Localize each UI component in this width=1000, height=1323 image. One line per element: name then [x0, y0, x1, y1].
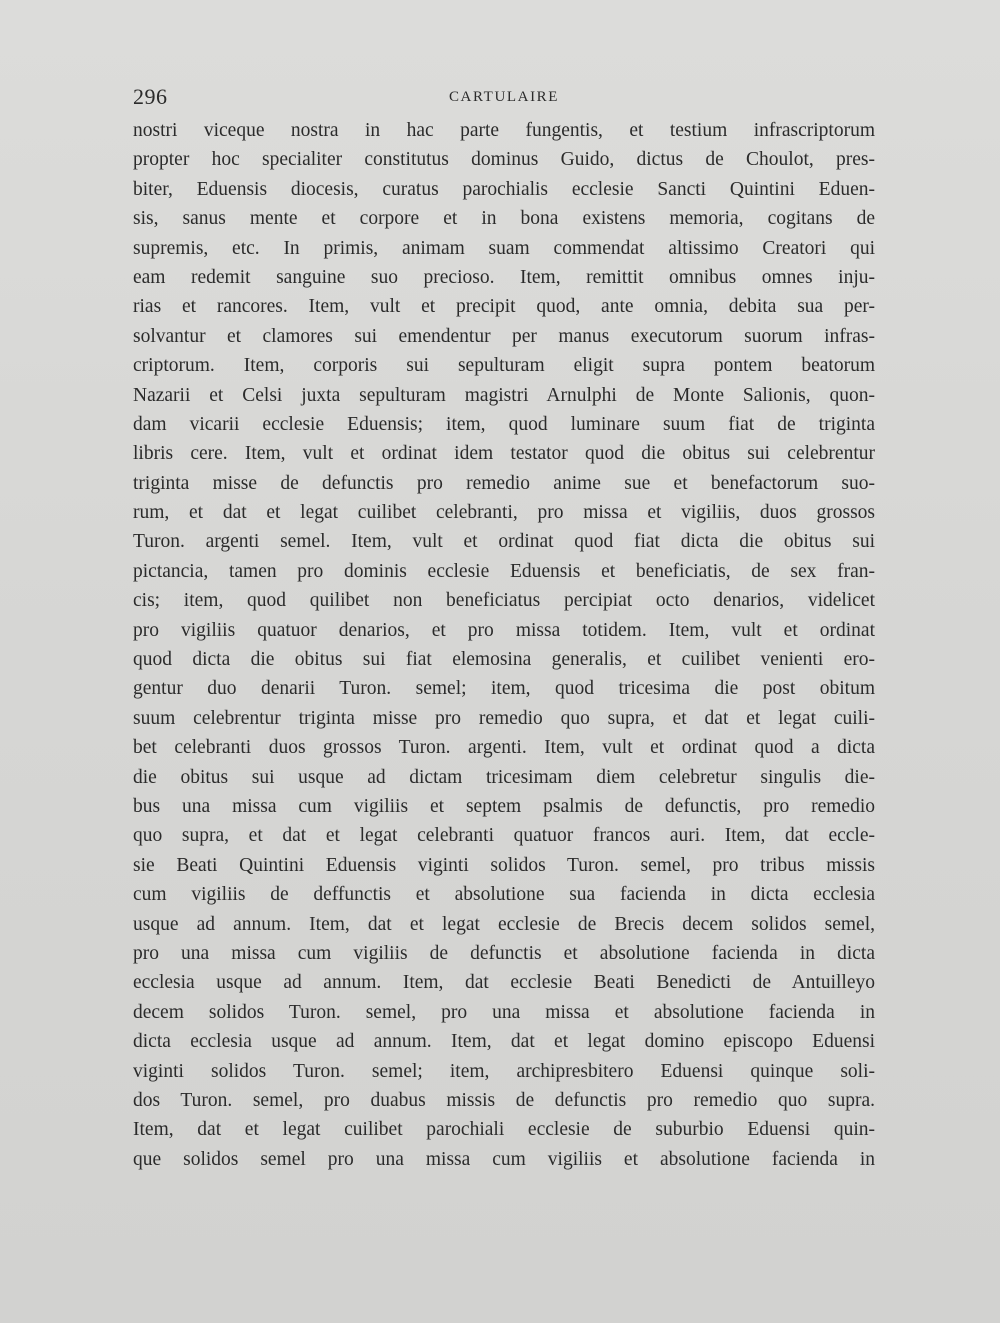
text-line: sie Beati Quintini Eduensis viginti solidos Turon. semel, pro tribus missis [133, 854, 875, 876]
page-number: 296 [133, 84, 168, 109]
text-line: quod dicta die obitus sui fiat elemosina generalis, et cuilibet venienti ero- [133, 649, 875, 671]
body-text [133, 116, 875, 1174]
text-line: decem solidos Turon. semel, pro una missa et absolutione facienda in [133, 1001, 875, 1023]
text-line: pro vigiliis quatuor denarios, et pro missa totidem. Item, vult et ordinat [133, 619, 875, 641]
text-line: supremis, etc. In primis, animam suam commendat altissimo Creatori qui [133, 237, 875, 259]
text-line: pro una missa cum vigiliis de defunctis et absolutione facienda in dicta [133, 942, 875, 964]
text-line: eam redemit sanguine suo precioso. Item, remittit omnibus omnes inju- [133, 266, 875, 288]
text-line: gentur duo denarii Turon. semel; item, quod tricesima die post obitum [133, 678, 875, 700]
text-line: propter hoc specialiter constitutus dominus Guido, dictus de Choulot, pres- [133, 149, 875, 171]
text-line: rias et rancores. Item, vult et precipit quod, ante omnia, debita sua per- [133, 296, 875, 318]
text-line: bet celebranti duos grossos Turon. argenti. Item, vult et ordinat quod a dicta [133, 737, 875, 759]
text-line: cis; item, quod quilibet non beneficiatus percipiat octo denarios, videlicet [133, 590, 875, 612]
text-line: triginta misse de defunctis pro remedio anime sue et benefactorum suo- [133, 472, 875, 494]
text-line: suum celebrentur triginta misse pro remedio quo supra, et dat et legat cuili- [133, 707, 875, 729]
text-line: ecclesia usque ad annum. Item, dat ecclesie Beati Benedicti de Antuilleyo [133, 972, 875, 994]
text-line: pictancia, tamen pro dominis ecclesie Eduensis et beneficiatis, de sex fran- [133, 560, 875, 582]
text-line: viginti solidos Turon. semel; item, archipresbitero Eduensi quinque soli- [133, 1060, 875, 1082]
text-line: dicta ecclesia usque ad annum. Item, dat et legat domino episcopo Eduensi [133, 1031, 875, 1053]
text-line: sis, sanus mente et corpore et in bona existens memoria, cogitans de [133, 208, 875, 230]
text-line: bus una missa cum vigiliis et septem psalmis de defunctis, pro remedio [133, 795, 875, 817]
text-line: Item, dat et legat cuilibet parochiali ecclesie de suburbio Eduensi quin- [133, 1119, 875, 1141]
text-line: dam vicarii ecclesie Eduensis; item, quod luminare suum fiat de triginta [133, 413, 875, 435]
text-line: solvantur et clamores sui emendentur per manus executorum suorum infras- [133, 325, 875, 347]
text-line: rum, et dat et legat cuilibet celebranti, pro missa et vigiliis, duos grossos [133, 502, 875, 524]
text-line: usque ad annum. Item, dat et legat ecclesie de Brecis decem solidos semel, [133, 913, 875, 935]
text-line: cum vigiliis de deffunctis et absolutione sua facienda in dicta ecclesia [133, 884, 875, 906]
text-line: nostri viceque nostra in hac parte fungentis, et testium infrascriptorum [133, 120, 875, 141]
text-line: Nazarii et Celsi juxta sepulturam magistri Arnulphi de Monte Salionis, quon- [133, 384, 875, 406]
text-line: dos Turon. semel, pro duabus missis de defunctis pro remedio quo supra. [133, 1089, 875, 1111]
text-line: die obitus sui usque ad dictam tricesimam diem celebretur singulis die- [133, 766, 875, 788]
text-line: que solidos semel pro una missa cum vigiliis et absolutione facienda in [133, 1148, 875, 1170]
text-line: criptorum. Item, corporis sui sepulturam eligit supra pontem beatorum [133, 355, 875, 377]
text-line: libris cere. Item, vult et ordinat idem testator quod die obitus sui celebrentur [133, 443, 875, 465]
text-line: quo supra, et dat et legat celebranti quatuor francos auri. Item, dat eccle- [133, 825, 875, 847]
page-header [133, 84, 875, 112]
text-line: Turon. argenti semel. Item, vult et ordinat quod fiat dicta die obitus sui [133, 531, 875, 553]
text-line: biter, Eduensis diocesis, curatus parochialis ecclesie Sancti Quintini Eduen- [133, 178, 875, 200]
running-title: CARTULAIRE [448, 89, 560, 105]
